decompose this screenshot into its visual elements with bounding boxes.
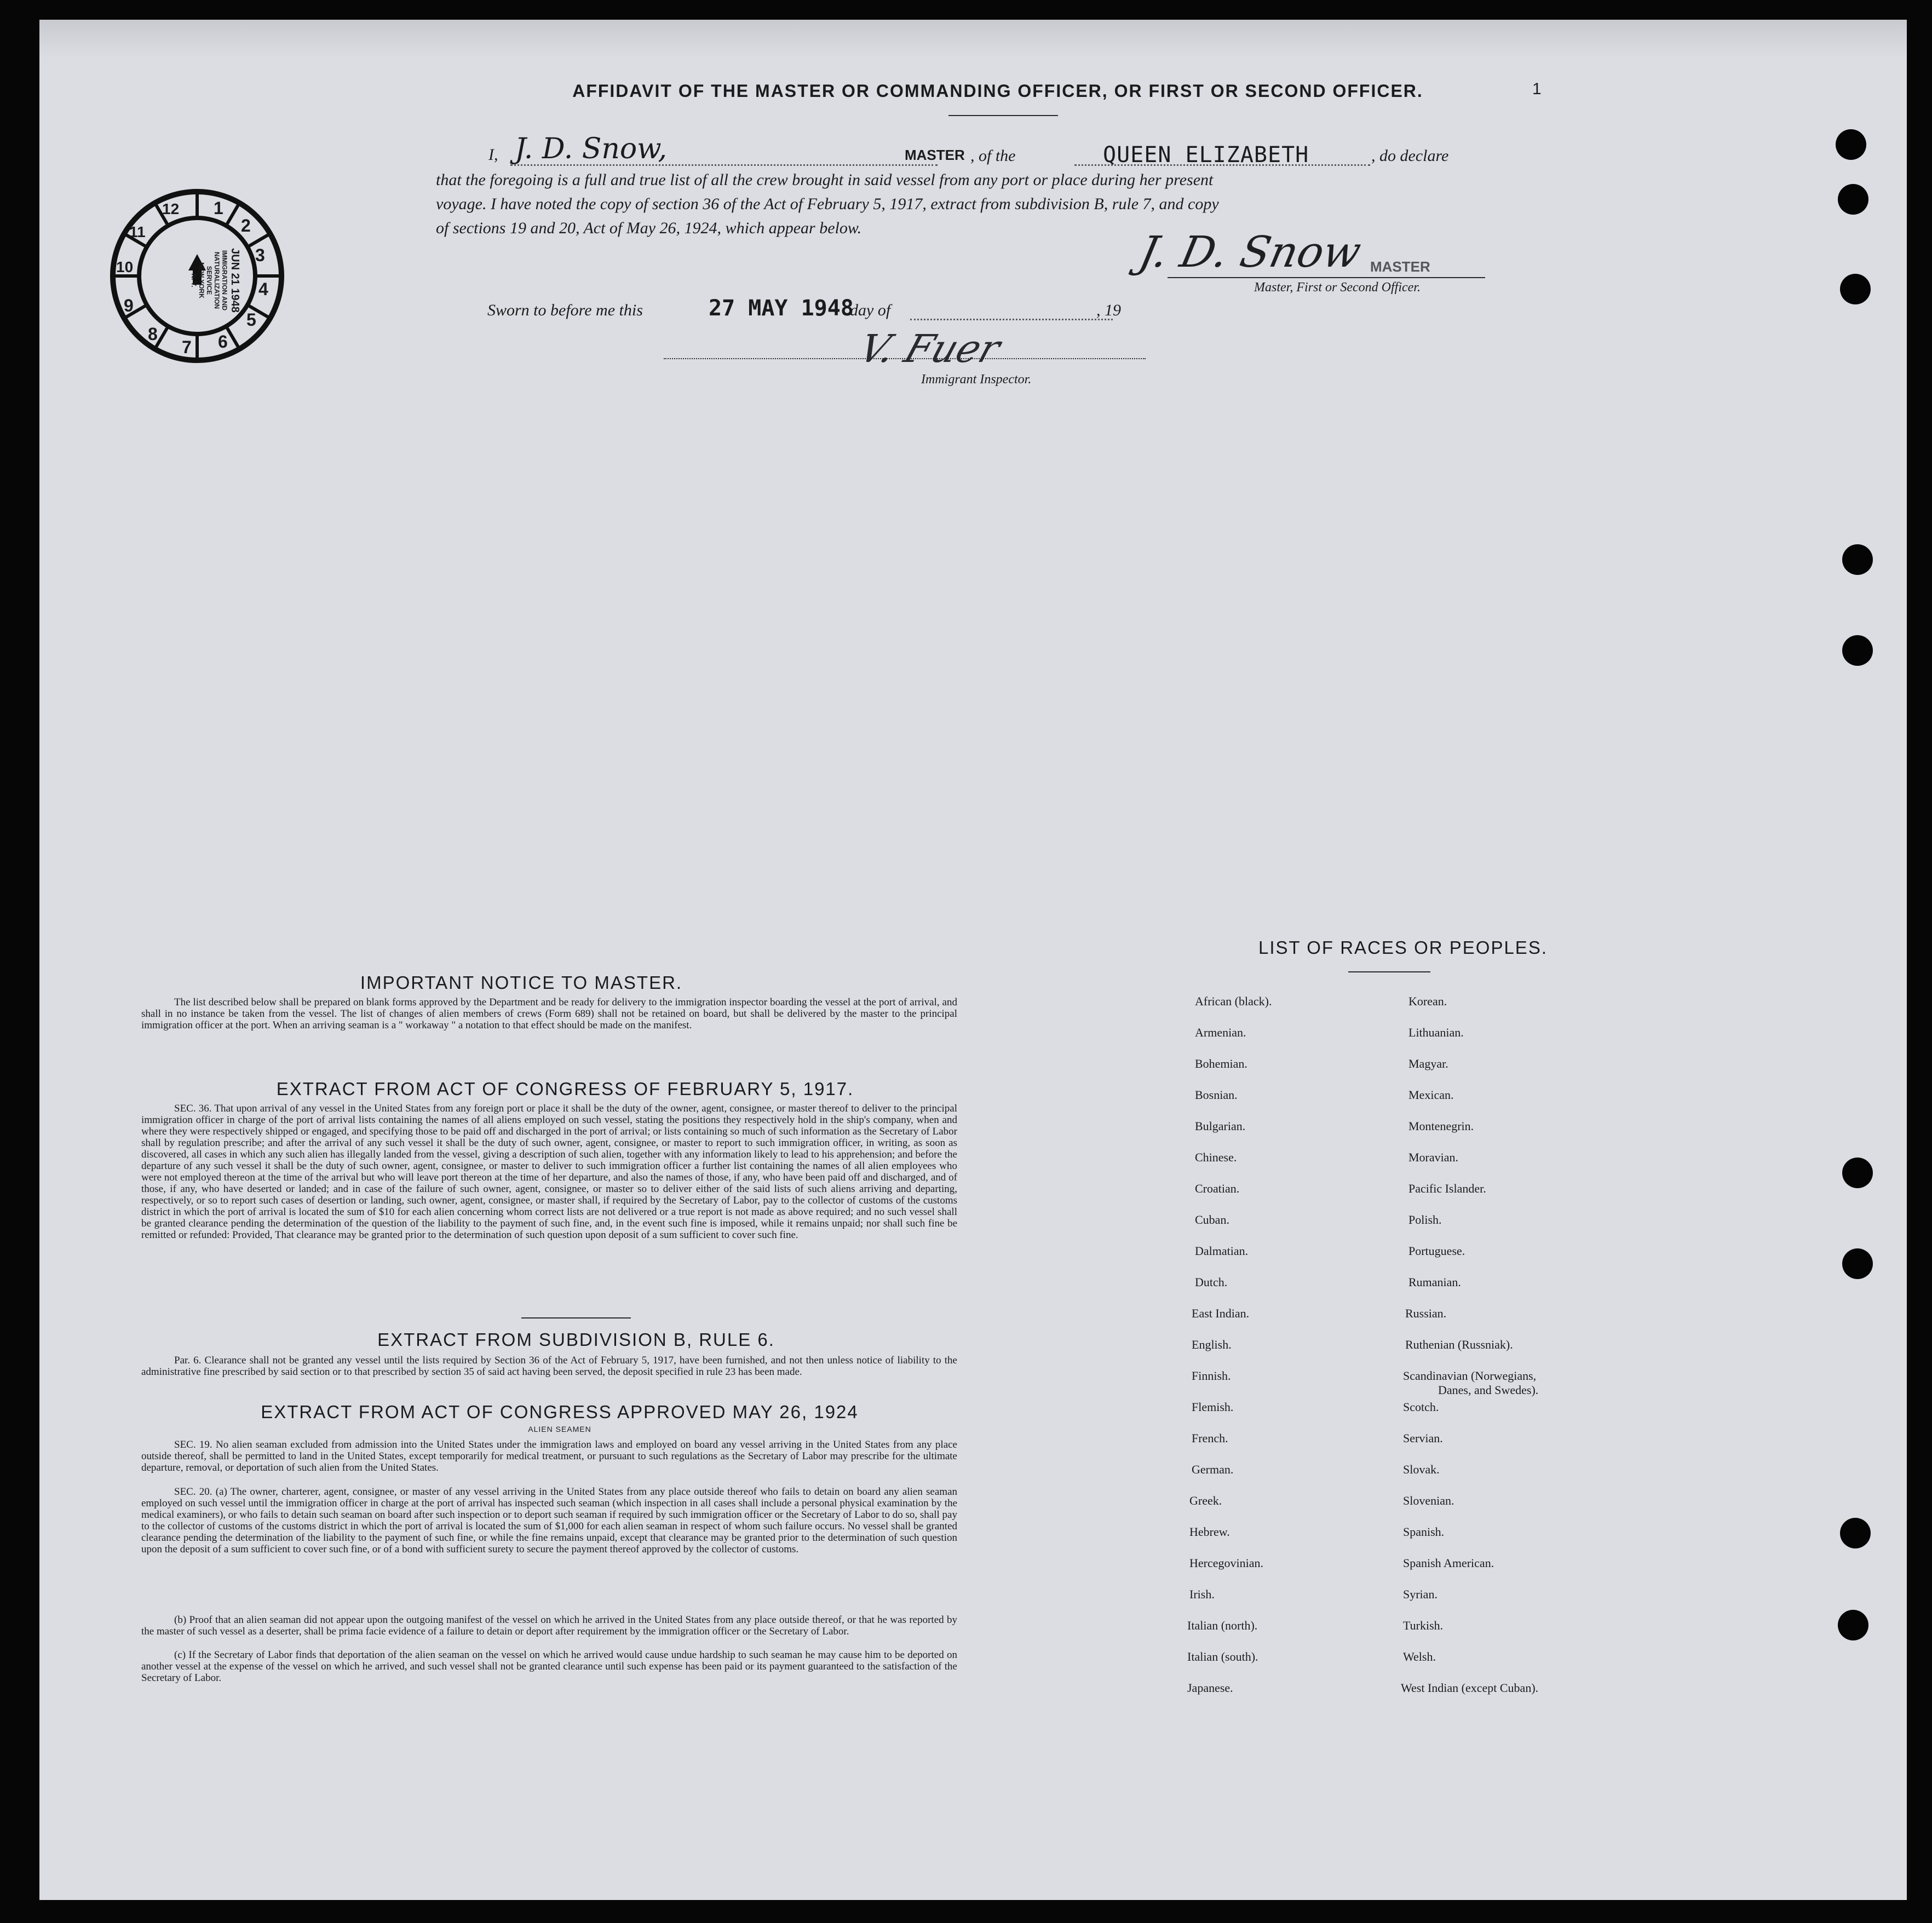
punch-hole <box>1840 274 1871 304</box>
stamp-date: JUN 21 1948 <box>229 248 241 313</box>
signature-line <box>1168 277 1485 278</box>
stamp-center-text <box>153 247 241 313</box>
race-right-22: Welsh. <box>1403 1650 1436 1663</box>
race-right-9: Portuguese. <box>1408 1244 1465 1258</box>
race-left-10: Dutch. <box>1195 1275 1228 1289</box>
page-number: 1 <box>1532 80 1542 98</box>
of-the-label: , of the <box>970 147 1016 165</box>
punch-hole <box>1840 1518 1871 1548</box>
extract-1924-sec19: SEC. 19. No alien seaman excluded from admission into the United States under the immigration laws and employed on board any vessel arriving in the United States from any place outside thereof, shall be permitted to land in the United States, except temporarily for medical treatment, or pursuant to such regulations as the Secretary of Labor may prescribe for the ultimate departure, removal, or deportation of such alien from the United States. <box>141 1439 957 1473</box>
extract-1924-sec20c: (c) If the Secretary of Labor finds that deportation of the alien seaman on the vessel on which he arrived would cause undue hardship to such seaman he may cause him to be deported on another vessel at the expense of the vessel on which he arrived, and such vessel shall not be granted clearance until such expense has been paid or its payment guaranteed to the satisfaction of the Secretary of Labor. <box>141 1649 957 1684</box>
stamp-ring-number-7: 7 <box>182 337 192 357</box>
race-right-14: Scotch. <box>1403 1400 1439 1414</box>
stamp-ring-number-8: 8 <box>148 324 158 344</box>
stamp-line-5: N. Y. <box>190 273 198 287</box>
race-right-11: Russian. <box>1405 1306 1447 1320</box>
race-right-6: Moravian. <box>1408 1150 1459 1164</box>
stamp-line-3: SERVICE <box>205 266 213 295</box>
stamp-ring-number-1: 1 <box>214 198 223 218</box>
race-right-1: Korean. <box>1408 994 1447 1008</box>
stamp-ring-number-6: 6 <box>218 332 228 352</box>
race-right-4: Mexican. <box>1408 1088 1454 1102</box>
do-declare-label: , do declare <box>1371 147 1449 165</box>
stamp-ring-number-9: 9 <box>124 296 134 315</box>
race-left-9: Dalmatian. <box>1195 1244 1249 1258</box>
stamp-line-4: NEW YORK <box>198 262 205 298</box>
races-title: LIST OF RACES OR PEOPLES. <box>1258 937 1548 958</box>
race-left-8: Cuban. <box>1195 1213 1229 1227</box>
punch-hole <box>1842 1248 1873 1279</box>
race-left-20: Irish. <box>1189 1587 1215 1601</box>
extract-1924-title: EXTRACT FROM ACT OF CONGRESS APPROVED MAY 26, 1924 <box>261 1402 859 1422</box>
race-left-17: Greek. <box>1189 1494 1222 1507</box>
year-prefix: , 19 <box>1096 301 1121 319</box>
master-signature: J. D. Snow <box>1135 228 1366 277</box>
signature-caption: Master, First or Second Officer. <box>1254 280 1421 295</box>
race-left-14: Flemish. <box>1192 1400 1234 1414</box>
notice-title: IMPORTANT NOTICE TO MASTER. <box>360 972 683 993</box>
master-rank-typed: MASTER <box>905 147 965 163</box>
race-left-5: Bulgarian. <box>1195 1119 1246 1133</box>
affidavit-body-line-1: that the foregoing is a full and true list of all the crew brought in said vessel from any port or place during her present <box>436 171 1214 189</box>
extract-1917-title: EXTRACT FROM ACT OF CONGRESS OF FEBRUARY 5, 1917. <box>276 1079 854 1099</box>
punch-hole <box>1838 184 1868 215</box>
race-left-4: Bosnian. <box>1195 1088 1238 1102</box>
race-right-2: Lithuanian. <box>1408 1026 1464 1039</box>
race-left-3: Bohemian. <box>1195 1057 1247 1070</box>
race-right-17: Slovenian. <box>1403 1494 1454 1507</box>
race-left-13: Finnish. <box>1192 1369 1231 1383</box>
race-right-7: Pacific Islander. <box>1408 1182 1486 1195</box>
affidavit-heading: AFFIDAVIT OF THE MASTER OR COMMANDING OFFICER, OR FIRST OR SECOND OFFICER. <box>572 81 1423 101</box>
extract-1924-sec20b: (b) Proof that an alien seaman did not appear upon the outgoing manifest of the vessel on which he arrived in the United States from any place outside thereof, or that he was reported by the master of such vessel as a deserter, shall be prima facie evidence of a failure to detain or deport after requirement by the immigration officer or the Secretary of Labor. <box>141 1614 957 1637</box>
extract-1917-divider <box>521 1317 631 1319</box>
stamp-line-1: IMMIGRATION AND <box>221 250 228 310</box>
race-right-18: Spanish. <box>1403 1525 1445 1539</box>
extract-1924-subtitle: ALIEN SEAMEN <box>528 1425 591 1433</box>
race-left-11: East Indian. <box>1192 1306 1250 1320</box>
extract-1924-sec20a: SEC. 20. (a) The owner, charterer, agent, consignee, or master of any vessel arriving in the United States from any place outside thereof who fails to detain on board any alien seaman employed on such vessel until the immigration officer in charge at the port of arrival has inspected such seaman (which inspection in all cases shall include a personal physical examination by the medical examiners), or who fails to detain such seaman on board after such inspection or to deport such seaman if required by such immigration officer or the Secretary of Labor to do so, shall pay to the collector of customs of the customs district in which the port of arrival is located the sum of $1,000 for each alien seaman in respect of whom such failure occurs. No vessel shall be granted clearance pending the determination of the liability to the payment of such fine, or while the fine remains unpaid, except that clearance may be granted prior to the determination of such question upon the deposit of a sum sufficient to cover such fine, or of a bond with sufficient surety to secure the payment thereof approved by the collector of customs. <box>141 1486 957 1555</box>
ship-blank-line <box>1074 164 1370 166</box>
affidavit-i-prefix: I, <box>488 146 498 164</box>
race-left-1: African (black). <box>1195 994 1272 1008</box>
punch-hole <box>1838 1610 1868 1640</box>
race-right-16: Slovak. <box>1403 1463 1440 1476</box>
punch-hole <box>1842 544 1873 575</box>
affidavit-body-line-3: of sections 19 and 20, Act of May 26, 1924, which appear below. <box>436 219 862 237</box>
day-of-label: day of <box>850 301 891 319</box>
punch-hole <box>1842 635 1873 666</box>
race-left-18: Hebrew. <box>1189 1525 1230 1539</box>
extract-rule6-text: Par. 6. Clearance shall not be granted any vessel until the lists required by Section 36 of the Act of February 5, 1917, have been furnished, and not then unless notice of liability to the administrative fine prescribed by said section or to that prescribed by section 35 of said act having been served, the deposit specified in rule 23 has been made. <box>141 1355 957 1378</box>
extract-rule6-title: EXTRACT FROM SUBDIVISION B, RULE 6. <box>377 1329 775 1350</box>
name-blank-line <box>510 164 938 166</box>
stamp-ring-number-10: 10 <box>116 258 134 275</box>
race-left-19: Hercegovinian. <box>1189 1556 1263 1570</box>
ship-name-stamped: QUEEN ELIZABETH <box>1103 142 1309 168</box>
race-left-6: Chinese. <box>1195 1150 1237 1164</box>
sheet-top-shadow <box>39 20 1907 58</box>
notice-text: The list described below shall be prepared on blank forms approved by the Department and be ready for delivery to the immigration inspector boarding the vessel at the port of arrival, and shall in no instance be taken from the vessel. The list of changes of alien members of crews (Form 689) shall not be retained on board, but shall be delivered by the master to the principal immigration officer at the port. When an arriving seaman is a " workaway " a notation to that effect should be made on the manifest. <box>141 997 957 1031</box>
extract-1917-text: SEC. 36. That upon arrival of any vessel in the United States from any foreign port or place it shall be the duty of the owner, agent, consignee, or master thereof to deliver to the principal immigration officer in charge of the port of arrival lists containing the names of all aliens employed on such vessel, stating the positions they respectively hold in the ship's company, when and where they were respectively shipped or engaged, and specifying those to be paid off and discharged in the port of arrival; or lists containing so much of such information as the Secretary of Labor shall by regulation prescribe; and after the arrival of any such vessel it shall be the duty of such owner, agent, consignee, or master to report to such immigration officer, in writing, as soon as discovered, all cases in which any such alien has illegally landed from the vessel, giving a description of such alien, together with any information likely to lead to his apprehension; and before the departure of any such vessel it shall be the duty of such owner, agent, consignee, or master to deliver to such immigration officer a further list containing the names of all alien employees who were not employed thereon at the time of the arrival but who will leave port thereon at the time of her departure, and also the names of those, if any, who have been paid off and discharged, and of those, if any, who have deserted or landed; and in case of the failure of such owner, agent, consignee, or master so to deliver either of the said lists of such aliens arriving and departing, respectively, or so to report such cases of desertion or landing, such owner, agent, consignee, or master shall, if required by the Secretary of Labor, pay to the collector of customs of the customs district in which the port of arrival is located the sum of $10 for each alien concerning whom correct lists are not delivered or a true report is not made as above required; and no such vessel shall be granted clearance pending the determination of the question of the liability to the payment of such fine, and, in the event such fine is imposed, while it remains unpaid; nor shall such fine be remitted or refunded: Provided, That clearance may be granted prior to the determination of such question upon deposit of a sum sufficient to cover such fine. <box>141 1103 957 1241</box>
race-right-20: Syrian. <box>1403 1587 1438 1601</box>
punch-hole <box>1836 129 1866 160</box>
month-blank-line <box>910 319 1113 320</box>
master-name-handwritten: J. D. Snow, <box>515 133 668 165</box>
race-left-2: Armenian. <box>1195 1026 1246 1039</box>
race-right-21: Turkish. <box>1403 1619 1444 1632</box>
signature-rank-typed: MASTER <box>1370 258 1430 275</box>
race-right-13: Scandinavian (Norwegians, <box>1403 1369 1537 1383</box>
race-left-21: Italian (north). <box>1187 1619 1258 1632</box>
race-right-23: West Indian (except Cuban). <box>1401 1681 1539 1695</box>
race-left-15: French. <box>1192 1431 1228 1445</box>
race-left-12: English. <box>1192 1338 1232 1351</box>
race-right-10: Rumanian. <box>1408 1275 1461 1289</box>
race-right-19: Spanish American. <box>1403 1556 1494 1570</box>
stamp-ring-number-12: 12 <box>162 200 180 217</box>
race-left-23: Japanese. <box>1187 1681 1233 1695</box>
race-left-16: German. <box>1192 1463 1234 1476</box>
inspector-signature-line <box>664 358 1146 359</box>
race-left-22: Italian (south). <box>1187 1650 1258 1663</box>
heading-underline <box>948 115 1058 116</box>
stamp-ring-number-5: 5 <box>246 310 256 330</box>
stamp-ring-number-11: 11 <box>129 223 146 240</box>
stamp-ring-number-4: 4 <box>258 279 268 299</box>
race-right-3: Magyar. <box>1408 1057 1448 1070</box>
stamp-ring-number-2: 2 <box>241 216 251 235</box>
stamp-line-2: NATURALIZATION <box>213 251 221 309</box>
race-right-13-continued: Danes, and Swedes). <box>1438 1383 1539 1397</box>
race-right-12: Ruthenian (Russniak). <box>1405 1338 1513 1351</box>
stamp-ring-number-3: 3 <box>255 245 265 265</box>
inspector-signature: V. Fuer <box>853 326 1006 371</box>
punch-hole <box>1842 1158 1873 1188</box>
race-right-5: Montenegrin. <box>1408 1119 1474 1133</box>
sworn-prefix: Sworn to before me this <box>487 301 643 319</box>
race-right-15: Servian. <box>1403 1431 1443 1445</box>
affidavit-body-line-2: voyage. I have noted the copy of section 36 of the Act of February 5, 1917, extract from subdivision B, rule 7, and copy <box>436 195 1219 213</box>
document-sheet <box>39 20 1907 1900</box>
races-title-underline <box>1348 971 1430 972</box>
sworn-date-stamped: 27 MAY 1948 <box>709 296 854 321</box>
race-left-7: Croatian. <box>1195 1182 1240 1195</box>
inspector-caption: Immigrant Inspector. <box>921 372 1032 387</box>
immigration-stamp <box>110 188 285 364</box>
race-right-8: Polish. <box>1408 1213 1442 1227</box>
